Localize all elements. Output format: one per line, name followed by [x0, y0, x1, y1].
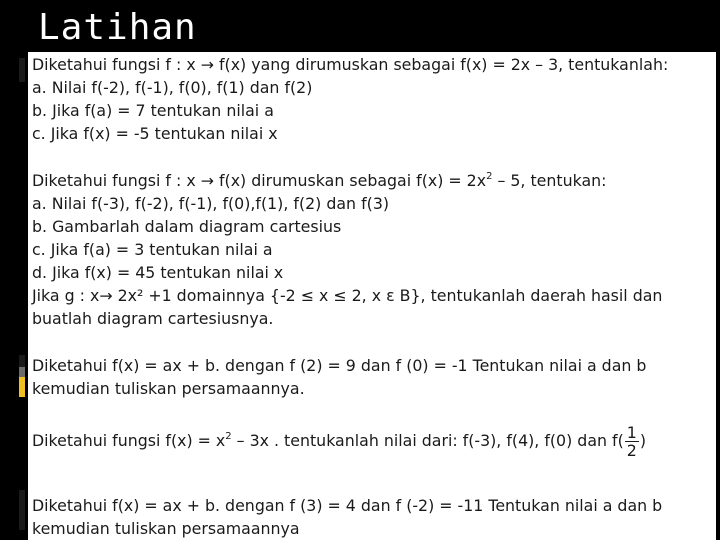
q4-line-2: kemudian tuliskan persamaannya. — [32, 379, 305, 398]
q1-statement: Diketahui fungsi f : x → f(x) yang dirumuskan sebagai f(x) = 2x – 3, tentukanlah: — [32, 55, 669, 74]
q6-line-2: kemudian tuliskan persamaannya — [32, 519, 300, 538]
q3-line-2: buatlah diagram cartesiusnya. — [32, 309, 274, 328]
q1-part-c: c. Jika f(x) = -5 tentukan nilai x — [32, 124, 278, 143]
q1-part-a: a. Nilai f(-2), f(-1), f(0), f(1) dan f(2) — [32, 78, 313, 97]
question-6 — [32, 494, 662, 540]
question-5 — [32, 424, 646, 459]
q2-part-b: b. Gambarlah dalam diagram cartesius — [32, 217, 342, 236]
question-3 — [32, 284, 662, 330]
question-1 — [32, 53, 668, 145]
q2-part-a: a. Nilai f(-3), f(-2), f(-1), f(0),f(1), f(2) dan f(3) — [32, 194, 390, 213]
question-4 — [32, 354, 646, 400]
bullet-marker-gray — [19, 367, 25, 377]
q4-line-1: Diketahui f(x) = ax + b. dengan f (2) = 9 dan f (0) = -1 Tentukan nilai a dan b — [32, 356, 647, 375]
bullet-marker-dark — [19, 58, 25, 82]
q1-part-b: b. Jika f(a) = 7 tentukan nilai a — [32, 101, 274, 120]
bullet-marker-dark-3 — [19, 490, 25, 530]
bullet-marker-yellow — [19, 377, 25, 397]
q2-part-d: d. Jika f(x) = 45 tentukan nilai x — [32, 263, 284, 282]
slide-title: Latihan — [38, 7, 197, 48]
q6-line-1: Diketahui f(x) = ax + b. dengan f (3) = 4 dan f (-2) = -11 Tentukan nilai a dan b — [32, 496, 663, 515]
q2-part-c: c. Jika f(a) = 3 tentukan nilai a — [32, 240, 273, 259]
q5-statement: Diketahui fungsi $f(x) = x^2 - 3x$ . tentukanlah nilai dari: f(-3), f(4), f(0) dan f( $\frac{1}{2}$ ) — [32, 423, 646, 460]
fraction-one-half: $\frac{1}{2}$ — [626, 423, 637, 460]
q3-line-1: Jika g : x→ 2x² +1 domainnya {-2 ≤ x ≤ 2, x ε B}, tentukanlah daerah hasil dan — [32, 286, 663, 305]
question-2 — [32, 169, 607, 284]
q2-statement: Diketahui fungsi f : x → f(x) dirumuskan sebagai $f(x) = 2x^2 - 5$, tentukan: — [32, 171, 607, 190]
bullet-marker-dark-2 — [19, 355, 25, 367]
